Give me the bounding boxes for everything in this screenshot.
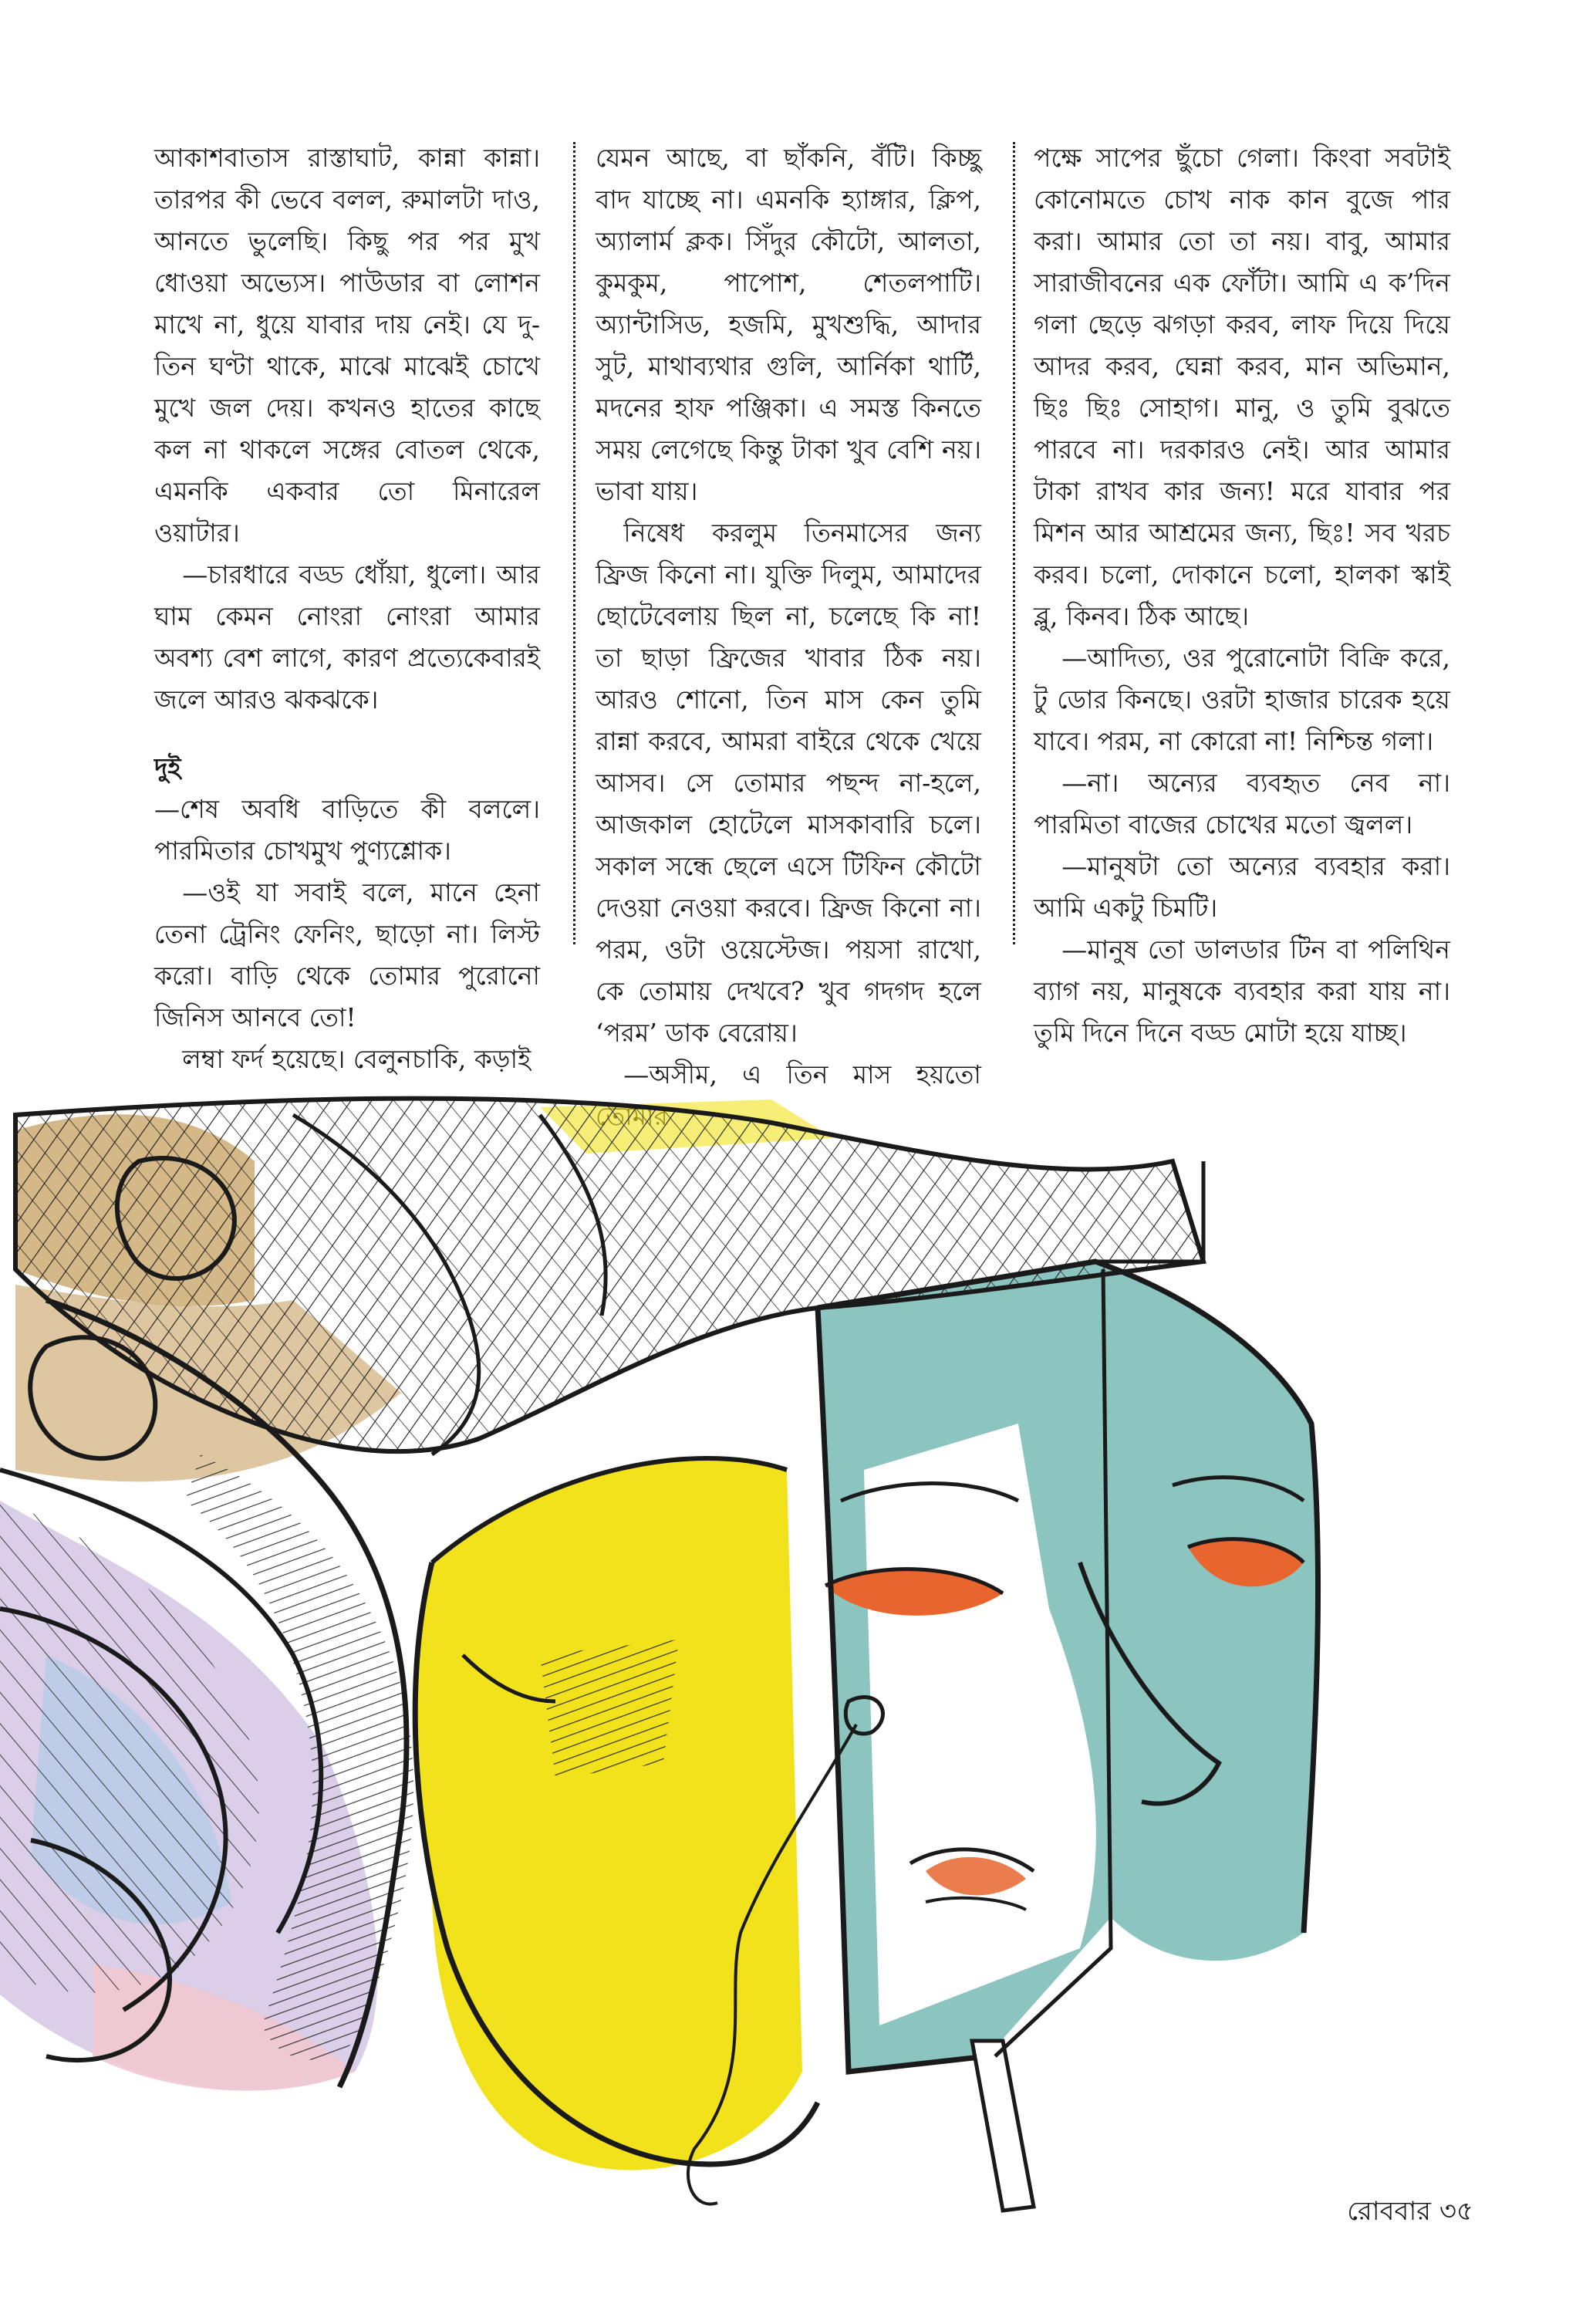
paragraph: যেমন আছে, বা ছাঁকনি, বঁটি। কিচ্ছু বাদ যাচ্ছে না। এমনকি হ্যাঙ্গার, ক্লিপ, অ্যালার্ম ক্লক। সিঁদুর কৌটো, আলতা, কুমকুম, পাপোশ, শেতলপাটি। অ্যান্টাসিড, হজমি, মুখশুদ্ধি, আদার সুট, মাথাব্যথার গুলি, আর্নিকা থার্টি, মদনের হাফ পঞ্জিকা। এ সমস্ত কিনতে সময় লেগেছে কিন্তু টাকা খুব বেশি নয়। ভাবা যায়। — [596, 143, 981, 506]
mask-illustration — [0, 1069, 1443, 2238]
paragraph: —মানুষটা তো অন্যের ব্যবহার করা। আমি একটু চিমটি। — [1034, 851, 1450, 923]
column-divider — [1013, 142, 1015, 944]
paragraph: —আদিত্য, ওর পুরোনোটা বিক্রি করে, টু ডোর কিনছে। ওরটা হাজার চারেক হয়ে যাবে। পরম, না কোরো না! নিশ্চিন্ত গলা। — [1034, 643, 1450, 756]
text-column-2 — [596, 137, 981, 1089]
paragraph: নিষেধ করলুম তিনমাসের জন্য ফ্রিজ কিনো না। যুক্তি দিলুম, আমাদের ছোটেবেলায় ছিল না, চলেছে কি না! তা ছাড়া ফ্রিজের খাবার ঠিক নয়। আরও শোনো, তিন মাস কেন তুমি রান্না করবে, আমরা বাইরে থেকে খেয়ে আসব। সে তোমার পছন্দ না-হলে, আজকাল হোটেলে মাসকাবারি চলে। সকাল সন্ধে ছেলে এসে টিফিন কৌটো দেওয়া নেওয়া করবে। ফ্রিজ কিনো না। পরম, ওটা ওয়েস্টেজ। পয়সা রাখো, কে তোমায় দেখবে? খুব গদগদ হলে ‘পরম’ ডাক বেরোয়। — [596, 518, 981, 1048]
paragraph: —না। অন্যের ব্যবহৃত নেব না। পারমিতা বাজের চোখের মতো জ্বলল। — [1034, 768, 1450, 839]
paragraph: লম্বা ফর্দ হয়েছে। বেলুনচাকি, কড়াই — [182, 1044, 532, 1074]
paragraph: —শেষ অবধি বাড়িতে কী বললে। পারমিতার চোখমুখ পুণ্যশ্লোক। — [154, 794, 540, 866]
paragraph: আকাশবাতাস রাস্তাঘাট, কান্না কান্না। তারপর কী ভেবে বলল, রুমালটা দাও, আনতে ভুলেছি। কিছু পর পর মুখ ধোওয়া অভ্যেস। পাউডার বা লোশন মাখে না, ধুয়ে যাবার দায় নেই। যে দু-তিন ঘণ্টা থাকে, মাঝে মাঝেই চোখে মুখে জল দেয়। কখনও হাতের কাছে কল না থাকলে সঙ্গের বোতল থেকে, এমনকি একবার তো মিনারেল ওয়াটার। — [154, 143, 540, 548]
column-divider — [573, 142, 575, 944]
section-heading: দুই — [154, 752, 181, 782]
page-number: রোববার ৩৫ — [1347, 2196, 1473, 2227]
paragraph: —অসীম, এ তিন মাস হয়তো — [623, 1059, 981, 1089]
paragraph: —ওই যা সবাই বলে, মানে হেনা তেনা ট্রেনিং ফেনিং, ছাড়ো না। লিস্ট করো। বাড়ি থেকে তোমার পুরোনো জিনিস আনবে তো! — [154, 877, 540, 1032]
paragraph: পক্ষে সাপের ছুঁচো গেলা। কিংবা সবটাই কোনোমতে চোখ নাক কান বুজে পার করা। আমার তো তা নয়। বাবু, আমার সারাজীবনের এক ফোঁটা। আমি এ ক’দিন গলা ছেড়ে ঝগড়া করব, লাফ দিয়ে দিয়ে আদর করব, ঘেন্না করব, মান অভিমান, ছিঃ ছিঃ সোহাগ। মানু, ও তুমি বুঝতে পারবে না। দরকারও নেই। আর আমার টাকা রাখব কার জন্য! মরে যাবার পর মিশন আর আশ্রমের জন্য, ছিঃ! সব খরচ করব। চলো, দোকানে চলো, হালকা স্কাই ব্লু, কিনব। ঠিক আছে। — [1034, 143, 1450, 631]
paragraph: —চারধারে বড্ড ধোঁয়া, ধুলো। আর ঘাম কেমন নোংরা নোংরা আমার অবশ্য বেশ লাগে, কারণ প্রত্যেকেবারই জলে আরও ঝকঝকে। — [154, 559, 540, 714]
paragraph: —মানুষ তো ডালডার টিন বা পলিথিন ব্যাগ নয়, মানুষকে ব্যবহার করা যায় না। তুমি দিনে দিনে বড্ড মোটা হয়ে যাচ্ছ। — [1034, 934, 1450, 1048]
text-column-3 — [1034, 137, 1450, 1048]
text-column-1 — [154, 137, 540, 1074]
article-body — [154, 137, 1450, 1089]
